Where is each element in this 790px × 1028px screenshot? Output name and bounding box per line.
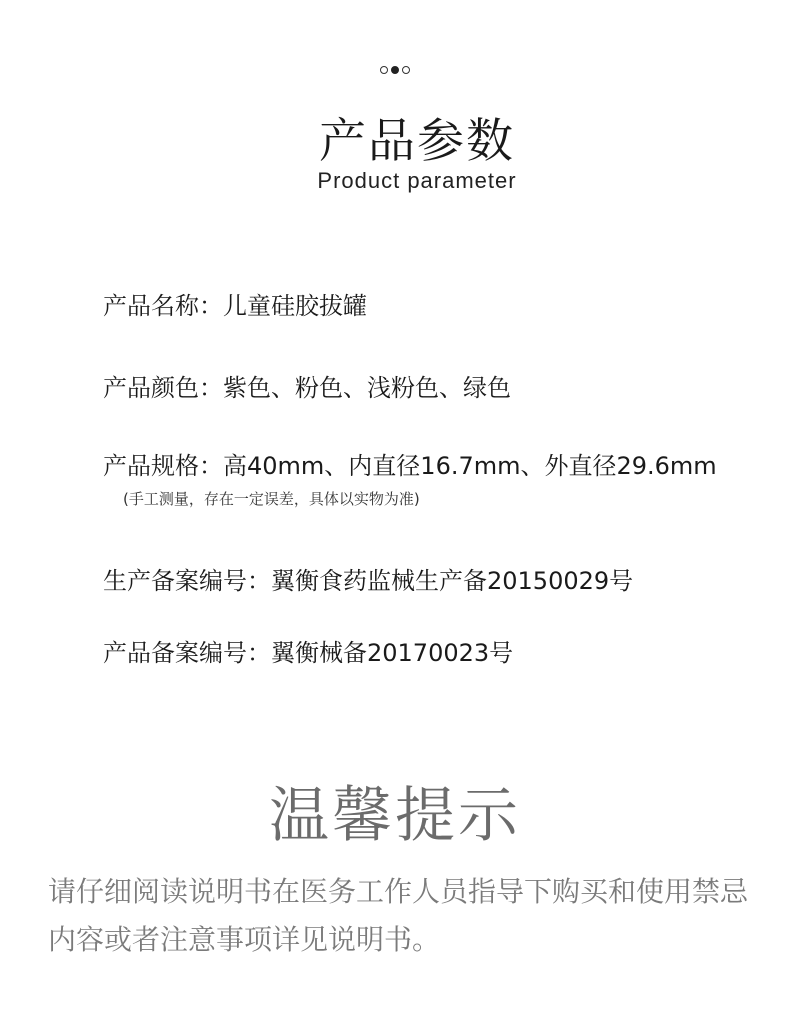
tips-body: 请仔细阅读说明书在医务工作人员指导下购买和使用禁忌内容或者注意事项详见说明书。 [48, 875, 749, 956]
param-label: 产品颜色： [103, 374, 223, 402]
carousel-dot[interactable] [380, 66, 388, 74]
param-label: 产品备案编号： [103, 639, 271, 667]
tips-title: 温馨提示 [269, 781, 521, 851]
param-value: 儿童硅胶拔罐 [223, 292, 367, 320]
carousel-dot-active[interactable] [391, 66, 399, 74]
param-row-product-record [103, 633, 513, 668]
page-title: 产品参数 [319, 114, 515, 169]
param-value: 高40mm、内直径16.7mm、外直径29.6mm [223, 452, 717, 480]
page-subtitle: Product parameter [317, 168, 517, 193]
spec-note: (手工测量，存在一定误差，具体以实物为准) [123, 490, 420, 508]
param-label: 生产备案编号： [103, 567, 271, 595]
param-label: 产品名称： [103, 292, 223, 320]
carousel-dot[interactable] [402, 66, 410, 74]
param-row-color [103, 368, 511, 403]
param-row-name [103, 286, 367, 321]
param-row-spec [103, 446, 717, 481]
carousel-indicator [0, 66, 790, 74]
param-label: 产品规格： [103, 452, 223, 480]
param-value: 翼衡食药监械生产备20150029号 [271, 567, 634, 595]
param-value: 紫色、粉色、浅粉色、绿色 [223, 374, 511, 402]
param-row-production-record [103, 561, 633, 596]
param-value: 翼衡械备20170023号 [271, 639, 514, 667]
